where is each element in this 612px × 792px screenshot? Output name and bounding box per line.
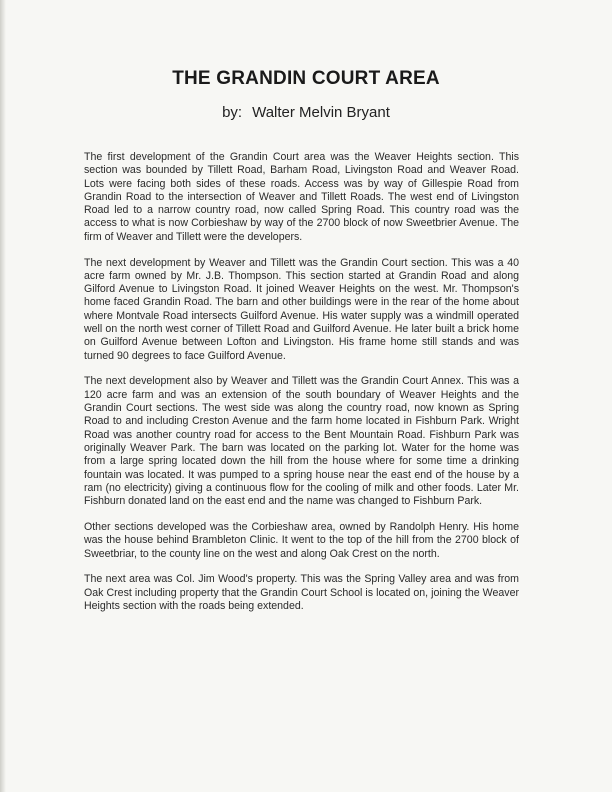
document-title: THE GRANDIN COURT AREA [172, 68, 440, 89]
author-name: Walter Melvin Bryant [252, 104, 390, 121]
byline-label: by: [222, 104, 243, 121]
paragraph-spring-valley: The next area was Col. Jim Wood's property. This was the Spring Valley area and was from Oak Crest including property that the Grandin Court School is located on, joining the Weaver Heights section with the roads being extended. [84, 573, 519, 612]
paragraph-corbieshaw: Other sections developed was the Corbieshaw area, owned by Randolph Henry. His home was the house behind Brambleton Clinic. It went to the top of the hill from the 2700 block of Sweetbriar, to the county line on the west and along Oak Crest on the north. [84, 520, 519, 560]
document-body [84, 151, 519, 626]
byline [0, 104, 612, 121]
paragraph-weaver-heights: The first development of the Grandin Court area was the Weaver Heights section. This section was bounded by Tillett Road, Barham Road, Livingston Road and Weaver Road. Lots were facing both sides of these roads. Access was by way of Gillespie Road from Grandin Road to the intersection of Weaver and Tillett Roads. The west end of Livingston Road led to a narrow country road, now called Spring Road. This country road was the access to what is now Corbieshaw by way of the 2700 block of now Sweetbrier Avenue. The firm of Weaver and Tillett were the developers. [84, 151, 519, 243]
paragraph-grandin-court-section: The next development by Weaver and Tillett was the Grandin Court section. This was a 40 acre farm owned by Mr. J.B. Thompson. This section started at Grandin Road and along Gilford Avenue to Livingston Road. It joined Weaver Heights on the west. Mr. Thompson's home faced Grandin Road. The barn and other buildings were in the rear of the home about where Montvale Road intersects Guilford Avenue. His water supply was a windmill operated well on the north west corner of Tillett Road and Guilford Avenue. He later built a brick home on Guilford Avenue between Lofton and Livingston. His frame home still stands and was turned 90 degrees to face Guilford Avenue. [84, 256, 519, 362]
paragraph-grandin-court-annex: The next development also by Weaver and Tillett was the Grandin Court Annex. This was a 120 acre farm and was an extension of the south boundary of Weaver Heights and the Grandin Court sections. The west side was along the country road, now known as Spring Road to and including Creston Avenue and the farm home located in Fishburn Park. Wright Road was another country road for access to the Bent Mountain Road. Fishburn Park was originally Weaver Park. The barn was located on the parking lot. Water for the home was from a large spring located down the hill from the house where for some time a drinking fountain was located. It was pumped to a spring house near the east end of the house by a ram (no electricity) giving a continuous flow for the cooling of milk and other foods. Later Mr. Fishburn donated land on the east end and the name was changed to Fishburn Park. [84, 375, 519, 508]
